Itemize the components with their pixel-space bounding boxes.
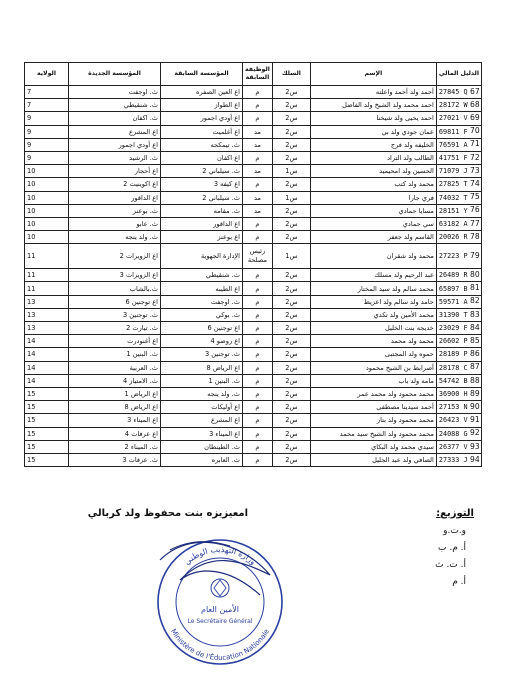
cell-job: م [243, 151, 273, 164]
svg-text:Ministère de l'Éducation Natio [169, 628, 271, 662]
cell-id: 26377 V [436, 440, 481, 453]
row-number: 67 [470, 86, 480, 96]
cell-name: خديجه بنت الخليل [310, 322, 436, 335]
cell-new: اع الرياض 8 [69, 401, 161, 414]
cell-prev: اع أوليكات [161, 401, 243, 414]
cell-new: ث. العربية [69, 361, 161, 374]
cell-wilaya: 9 [25, 125, 69, 138]
cell-new: اع توجنين 6 [69, 295, 161, 308]
cell-cls: س2 [272, 282, 310, 295]
cell-wilaya: 9 [25, 112, 69, 125]
cell-wilaya: 11 [25, 282, 69, 295]
row-number: 82 [470, 296, 480, 306]
cell-wilaya: 15 [25, 453, 69, 466]
cell-new: اع الزويرات 2 [69, 244, 161, 269]
distribution-item: و.ت.و [443, 526, 466, 536]
cell-new: ث. الامتياز 4 [69, 374, 161, 387]
cell-new: اع الرياض 1 [69, 387, 161, 400]
roster-table [24, 62, 482, 467]
cell-id: 27333 J [436, 453, 481, 466]
table-row [25, 322, 482, 335]
cell-job: رئيس مصلحة [243, 244, 273, 269]
cell-name: عبد الرحيم ولد مسلك [310, 269, 436, 282]
table-row [25, 204, 482, 217]
cell-wilaya: 13 [25, 322, 69, 335]
cell-name: محمد ولد محمد [310, 335, 436, 348]
cell-prev: ث. البنين 1 [161, 374, 243, 387]
cell-prev: ث. سيلباني 2 [161, 165, 243, 178]
table-row [25, 295, 482, 308]
cell-new: اع أودي اجمور [69, 138, 161, 151]
cell-job: مد [243, 204, 273, 217]
distribution-title: التوزيع: [436, 508, 474, 519]
cell-job: م [243, 427, 273, 440]
cell-name: عمان جودي ولد بي [310, 125, 436, 138]
cell-prev: اع المشرع [161, 414, 243, 427]
cell-new: ث. عرفات 3 [69, 453, 161, 466]
row-number: 74 [470, 179, 480, 188]
cell-prev: ث. توجنين 3 [161, 348, 243, 361]
cell-job: مد [243, 165, 273, 178]
row-number: 88 [470, 375, 480, 385]
cell-wilaya: 14 [25, 361, 69, 374]
cell-id: 41751 F [436, 151, 481, 164]
svg-text:وزارة التهذيب الوطني [183, 545, 258, 567]
cell-name: محمد محمود ولد بتار [310, 414, 436, 427]
cell-wilaya: 15 [25, 427, 69, 440]
cell-job: م [243, 348, 273, 361]
stamp-seal-icon [150, 520, 290, 670]
row-number: 81 [470, 283, 480, 293]
cell-id: 27845 Q [436, 86, 481, 99]
cell-wilaya: 11 [25, 269, 69, 282]
cell-job: م [243, 387, 273, 400]
cell-name: الطالب ولد التراد [310, 151, 436, 164]
row-number: 91 [470, 415, 480, 425]
table-row [25, 335, 482, 348]
table-row [25, 231, 482, 244]
cell-id: 69811 F [436, 125, 481, 138]
cell-prev: اع روصو 4 [161, 335, 243, 348]
cell-prev: ث. الطينطان [161, 440, 243, 453]
cell-id: 23029 F [436, 322, 481, 335]
cell-id: 27825 T [436, 178, 481, 191]
cell-cls: س2 [272, 440, 310, 453]
cell-cls: س2 [272, 308, 310, 321]
cell-prev: اع أغلميت [161, 125, 243, 138]
cell-wilaya: 7 [25, 99, 69, 112]
col-header-name: الإسم [310, 63, 436, 86]
cell-cls: س1 [272, 191, 310, 204]
cell-name: أحمد ولد أحمد واعلته [310, 86, 436, 99]
col-header-id: الدليل المالي [436, 63, 481, 86]
cell-cls: س2 [272, 112, 310, 125]
col-header-new-school: المؤسسة الجديدة [69, 63, 161, 86]
cell-cls: س2 [272, 335, 310, 348]
cell-name: محمد محمود ولد محمد عمر [310, 387, 436, 400]
table-row [25, 165, 482, 178]
cell-id: 27153 N [436, 401, 481, 414]
cell-name: أصرابط بن الشيخ محمود [310, 361, 436, 374]
cell-wilaya: 7 [25, 86, 69, 99]
cell-cls: س2 [272, 125, 310, 138]
cell-name: مامه ولد باب [310, 374, 436, 387]
cell-new: ث. عابو [69, 217, 161, 230]
stamp-arc-top: وزارة التهذيب الوطني [182, 544, 258, 567]
cell-wilaya: 13 [25, 308, 69, 321]
cell-id: 26423 V [436, 414, 481, 427]
cell-name: فري جارا [310, 191, 436, 204]
cell-name: حموه ولد المجتبى [310, 348, 436, 361]
distribution-item: أ. ت. ث [435, 560, 466, 570]
cell-id: 36900 H [436, 387, 481, 400]
row-number: 87 [470, 362, 480, 372]
table-row [25, 440, 482, 453]
col-header-wilaya: الولاية [25, 63, 69, 86]
cell-new: اع اكوينيت 2 [69, 178, 161, 191]
table-row [25, 282, 482, 295]
row-number: 90 [470, 402, 480, 411]
cell-wilaya: 9 [25, 151, 69, 164]
cell-wilaya: 10 [25, 217, 69, 230]
cell-wilaya: 15 [25, 414, 69, 427]
cell-prev: اع بوعنز [161, 231, 243, 244]
row-number: 86 [470, 349, 480, 359]
cell-prev: اع الداقور [161, 217, 243, 230]
table-row [25, 125, 482, 138]
cell-cls: س2 [272, 374, 310, 387]
cell-prev: الإدارة الجهوية [161, 244, 243, 269]
distribution-item: أ. م. ب [438, 543, 466, 553]
cell-wilaya: 15 [25, 401, 69, 414]
row-number: 92 [470, 428, 480, 438]
cell-job: م [243, 112, 273, 125]
cell-cls: س2 [272, 427, 310, 440]
cell-job: م [243, 269, 273, 282]
cell-prev: ث. سيلباني 2 [161, 191, 243, 204]
cell-new: اع عرفات 4 [69, 427, 161, 440]
cell-id: 26602 P [436, 335, 481, 348]
cell-job: م [243, 86, 273, 99]
cell-wilaya: 10 [25, 165, 69, 178]
table-row [25, 414, 482, 427]
table-row [25, 99, 482, 112]
row-number: 83 [470, 309, 480, 319]
cell-new: ث. الميناء 2 [69, 440, 161, 453]
cell-wilaya: 10 [25, 204, 69, 217]
cell-prev: اع الطيبه [161, 282, 243, 295]
cell-job: م [243, 282, 273, 295]
cell-id: 31390 T [436, 308, 481, 321]
distribution-item: أ. م [452, 577, 466, 587]
cell-name: محمد ولد كتب [310, 178, 436, 191]
cell-wilaya: 15 [25, 387, 69, 400]
table-row [25, 191, 482, 204]
table-row [25, 401, 482, 414]
cell-job: م [243, 99, 273, 112]
table-row [25, 387, 482, 400]
cell-job: م [243, 401, 273, 414]
stamp-arc-bottom: Ministère de l'Éducation Nationale [169, 627, 271, 663]
cell-prev: ث. بوكي [161, 308, 243, 321]
cell-wilaya: 14 [25, 374, 69, 387]
cell-new: ث. الرشيد [69, 151, 161, 164]
cell-new: اع الداقور [69, 191, 161, 204]
cell-id: 54742 B [436, 374, 481, 387]
table-row [25, 374, 482, 387]
cell-job: م [243, 322, 273, 335]
row-number: 78 [470, 231, 480, 241]
cell-wilaya: 10 [25, 191, 69, 204]
cell-job: مد [243, 125, 273, 138]
cell-job: م [243, 453, 273, 466]
official-stamp [150, 520, 290, 670]
cell-wilaya: 14 [25, 335, 69, 348]
cell-prev: ث. شنقيطي [161, 269, 243, 282]
cell-id: 59571 A [436, 295, 481, 308]
row-number: 94 [470, 454, 480, 464]
cell-name: الخليفه ولد فرج [310, 138, 436, 151]
cell-prev: اع العين الصفره [161, 86, 243, 99]
cell-job: م [243, 414, 273, 427]
cell-id: 28178 C [436, 361, 481, 374]
row-number: 68 [470, 99, 480, 109]
cell-id: 74032 T [436, 191, 481, 204]
cell-job: مد [243, 191, 273, 204]
cell-prev: اع الميناء 3 [161, 427, 243, 440]
cell-prev: اع اكفان [161, 151, 243, 164]
cell-prev: اع الرياض 8 [161, 361, 243, 374]
row-number: 80 [470, 270, 480, 279]
col-header-class: السلك [272, 63, 310, 86]
cell-prev: اع الطواز [161, 99, 243, 112]
cell-name: محمد ولد شقران [310, 244, 436, 269]
cell-name: الحسين ولد امحيميد [310, 165, 436, 178]
cell-job: م [243, 308, 273, 321]
cell-id: 27223 P [436, 244, 481, 269]
table-row [25, 86, 482, 99]
row-number: 84 [470, 322, 480, 332]
signatory-name: امعيزيزه بنت محفوظ ولد كربالي [87, 508, 248, 519]
row-number: 69 [470, 113, 480, 122]
cell-id: 63182 A [436, 217, 481, 230]
cell-wilaya: 9 [25, 138, 69, 151]
cell-new: اع الزويرات 3 [69, 269, 161, 282]
cell-cls: س2 [272, 322, 310, 335]
cell-prev: اع توجنين 6 [161, 322, 243, 335]
cell-cls: س2 [272, 269, 310, 282]
cell-job: م [243, 374, 273, 387]
cell-new: ث. توجنين 3 [69, 308, 161, 321]
cell-cls: س2 [272, 204, 310, 217]
cell-id: 27021 V [436, 112, 481, 125]
cell-name: محمد محمود ولد الشيخ سيد محمد [310, 427, 436, 440]
cell-wilaya: 14 [25, 348, 69, 361]
cell-new: اع المشرع [69, 125, 161, 138]
table-row [25, 244, 482, 269]
cell-job: مد [243, 138, 273, 151]
cell-id: 65897 B [436, 282, 481, 295]
cell-cls: س2 [272, 295, 310, 308]
col-header-prev-school: المؤسسة السابقة [161, 63, 243, 86]
cell-id: 20026 R [436, 231, 481, 244]
cell-id: 28189 P [436, 348, 481, 361]
row-number: 85 [470, 336, 480, 345]
cell-job: م [243, 217, 273, 230]
cell-wilaya: 11 [25, 244, 69, 269]
cell-name: حامد ولد سالم ولد اعزيط [310, 295, 436, 308]
cell-cls: س2 [272, 86, 310, 99]
cell-cls: س2 [272, 178, 310, 191]
cell-new: ث. تيارت 2 [69, 322, 161, 335]
table-row [25, 138, 482, 151]
cell-prev: اع أودي اجمور [161, 112, 243, 125]
cell-id: 24088 G [436, 427, 481, 440]
row-number: 70 [470, 126, 480, 136]
cell-id: 71079 J [436, 165, 481, 178]
cell-prev: ث. ولد ينجه [161, 387, 243, 400]
stamp-title-fr: Le Secrétaire Général [187, 618, 253, 625]
row-number: 75 [470, 192, 480, 202]
cell-wilaya: 10 [25, 231, 69, 244]
cell-prev: ث. مقامه [161, 204, 243, 217]
cell-new: ث. اكفان [69, 112, 161, 125]
cell-id: 26489 R [436, 269, 481, 282]
stamp-title-ar: الأمين العام [200, 605, 240, 614]
table-row [25, 269, 482, 282]
cell-prev: ث. تيمكجه [161, 138, 243, 151]
cell-job: م [243, 440, 273, 453]
cell-cls: س1 [272, 165, 310, 178]
table-row [25, 453, 482, 466]
row-number: 71 [470, 139, 480, 149]
cell-name: محمد سالم ولد سيد المختار [310, 282, 436, 295]
cell-prev: ث. اوجفت [161, 295, 243, 308]
header-row [25, 63, 482, 86]
cell-id: 28151 Y [436, 204, 481, 217]
table-row [25, 151, 482, 164]
cell-cls: س2 [272, 361, 310, 374]
cell-cls: س2 [272, 401, 310, 414]
cell-name: احمد يحيى ولد شيخنا [310, 112, 436, 125]
cell-job: م [243, 231, 273, 244]
cell-cls: س2 [272, 348, 310, 361]
table-row [25, 112, 482, 125]
cell-name: القاسم ولد جعفر [310, 231, 436, 244]
cell-cls: س2 [272, 217, 310, 230]
cell-new: ث. شنقيطي [69, 99, 161, 112]
row-number: 89 [470, 388, 480, 398]
cell-cls: س2 [272, 99, 310, 112]
cell-new: ث.بالشاب [69, 282, 161, 295]
cell-name: سي حمادي [310, 217, 436, 230]
cell-id: 28172 W [436, 99, 481, 112]
cell-new: ث. ولد ينجه [69, 231, 161, 244]
cell-name: مسايا حمادي [310, 204, 436, 217]
row-number: 73 [470, 165, 480, 175]
cell-new: ث. البنين 1 [69, 348, 161, 361]
table-row [25, 217, 482, 230]
cell-cls: س2 [272, 387, 310, 400]
cell-job: م [243, 335, 273, 348]
row-number: 79 [470, 250, 480, 260]
cell-job: م [243, 295, 273, 308]
cell-name: الصافي ولد عبد الجليل [310, 453, 436, 466]
cell-cls: س2 [272, 151, 310, 164]
roster-body [25, 86, 482, 467]
cell-name: احمد محمد ولد الشيخ ولد الفاضل [310, 99, 436, 112]
cell-name: أحمد سيدينا مصطفى [310, 401, 436, 414]
cell-name: محمد الأمين ولد تكدي [310, 308, 436, 321]
cell-prev: ث. العابره [161, 453, 243, 466]
row-number: 77 [470, 218, 480, 228]
cell-cls: س2 [272, 414, 310, 427]
cell-wilaya: 13 [25, 295, 69, 308]
table-row [25, 308, 482, 321]
row-number: 93 [470, 441, 480, 451]
cell-wilaya: 15 [25, 440, 69, 453]
cell-new: اع الميناء 3 [69, 414, 161, 427]
cell-new: ث. اوجفت [69, 86, 161, 99]
table-row [25, 361, 482, 374]
cell-id: 76591 A [436, 138, 481, 151]
cell-name: سيدي محمد ولد البكاي [310, 440, 436, 453]
cell-cls: س1 [272, 244, 310, 269]
table-row [25, 178, 482, 191]
cell-cls: س2 [272, 231, 310, 244]
cell-new: ث. بوعنز [69, 204, 161, 217]
cell-new: اع أغنودرت [69, 335, 161, 348]
row-number: 72 [470, 152, 480, 162]
cell-new: اع أحجار [69, 165, 161, 178]
table-row [25, 427, 482, 440]
cell-prev: اع كيفه 3 [161, 178, 243, 191]
cell-cls: س2 [272, 453, 310, 466]
cell-job: م [243, 178, 273, 191]
col-header-prev-job: الوظيفة السابقة [243, 63, 273, 86]
row-number: 76 [470, 205, 480, 215]
cell-cls: س2 [272, 138, 310, 151]
table-row [25, 348, 482, 361]
cell-wilaya: 10 [25, 178, 69, 191]
cell-job: م [243, 361, 273, 374]
